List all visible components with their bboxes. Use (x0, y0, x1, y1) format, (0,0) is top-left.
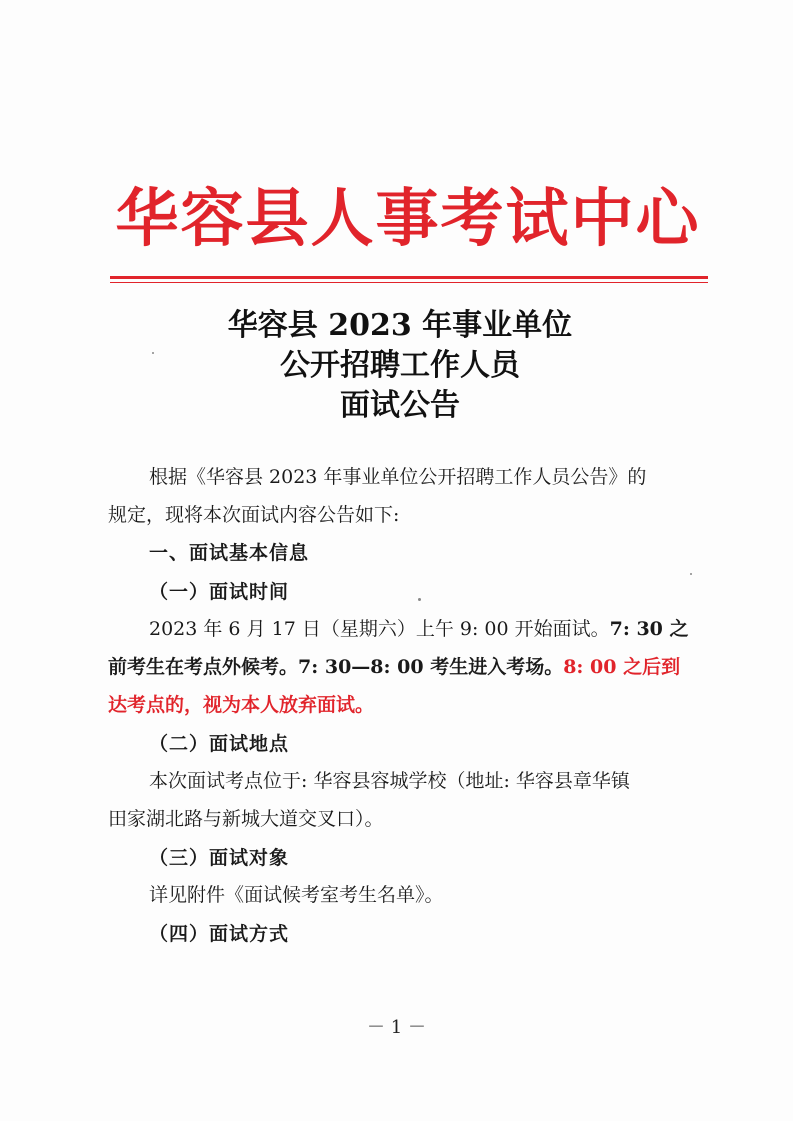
masthead-rule (110, 276, 708, 279)
late-warning-text: 8: 00 之后到 (563, 656, 681, 678)
document-title-line-3: 面试公告 (340, 388, 460, 423)
time-paragraph-line-1 (149, 614, 689, 644)
time-text-bold: 7: 30 之 (609, 618, 689, 640)
candidates-paragraph: 详见附件《面试候考室考生名单》。 (149, 884, 444, 906)
intro-paragraph-line-2: 规定，现将本次面试内容公告如下: (108, 504, 400, 526)
location-paragraph-line-2: 田家湖北路与新城大道交叉口）。 (108, 808, 384, 830)
subsection-heading-method: （四）面试方式 (149, 923, 290, 945)
late-warning-line-2: 达考点的，视为本人放弃面试。 (108, 694, 375, 716)
document-title-line-1: 华容县 2023 年事业单位 (227, 308, 573, 343)
masthead-title: 华容县人事考试中心 (115, 181, 701, 255)
subsection-heading-time: （一）面试时间 (149, 581, 290, 603)
subsection-heading-location: （二）面试地点 (149, 733, 290, 755)
time-paragraph-line-2 (108, 652, 680, 682)
subsection-heading-candidates: （三）面试对象 (149, 847, 290, 869)
masthead-rule-thin (110, 282, 708, 283)
scan-speck (690, 573, 692, 575)
document-title-line-2: 公开招聘工作人员 (280, 348, 520, 383)
time-text: 2023 年 6 月 17 日（星期六）上午 9: 00 开始面试。 (149, 618, 610, 640)
page-number: － 1 － (367, 1017, 426, 1038)
scan-speck (152, 352, 154, 354)
scan-speck (418, 598, 421, 601)
section-heading-basic-info: 一、面试基本信息 (149, 542, 310, 564)
waiting-rule-text: 前考生在考点外候考。7: 30—8: 00 考生进入考场。 (108, 656, 564, 678)
location-paragraph-line-1: 本次面试考点位于: 华容县容城学校（地址: 华容县章华镇 (149, 770, 630, 792)
intro-paragraph-line-1: 根据《华容县 2023 年事业单位公开招聘工作人员公告》的 (149, 466, 647, 488)
